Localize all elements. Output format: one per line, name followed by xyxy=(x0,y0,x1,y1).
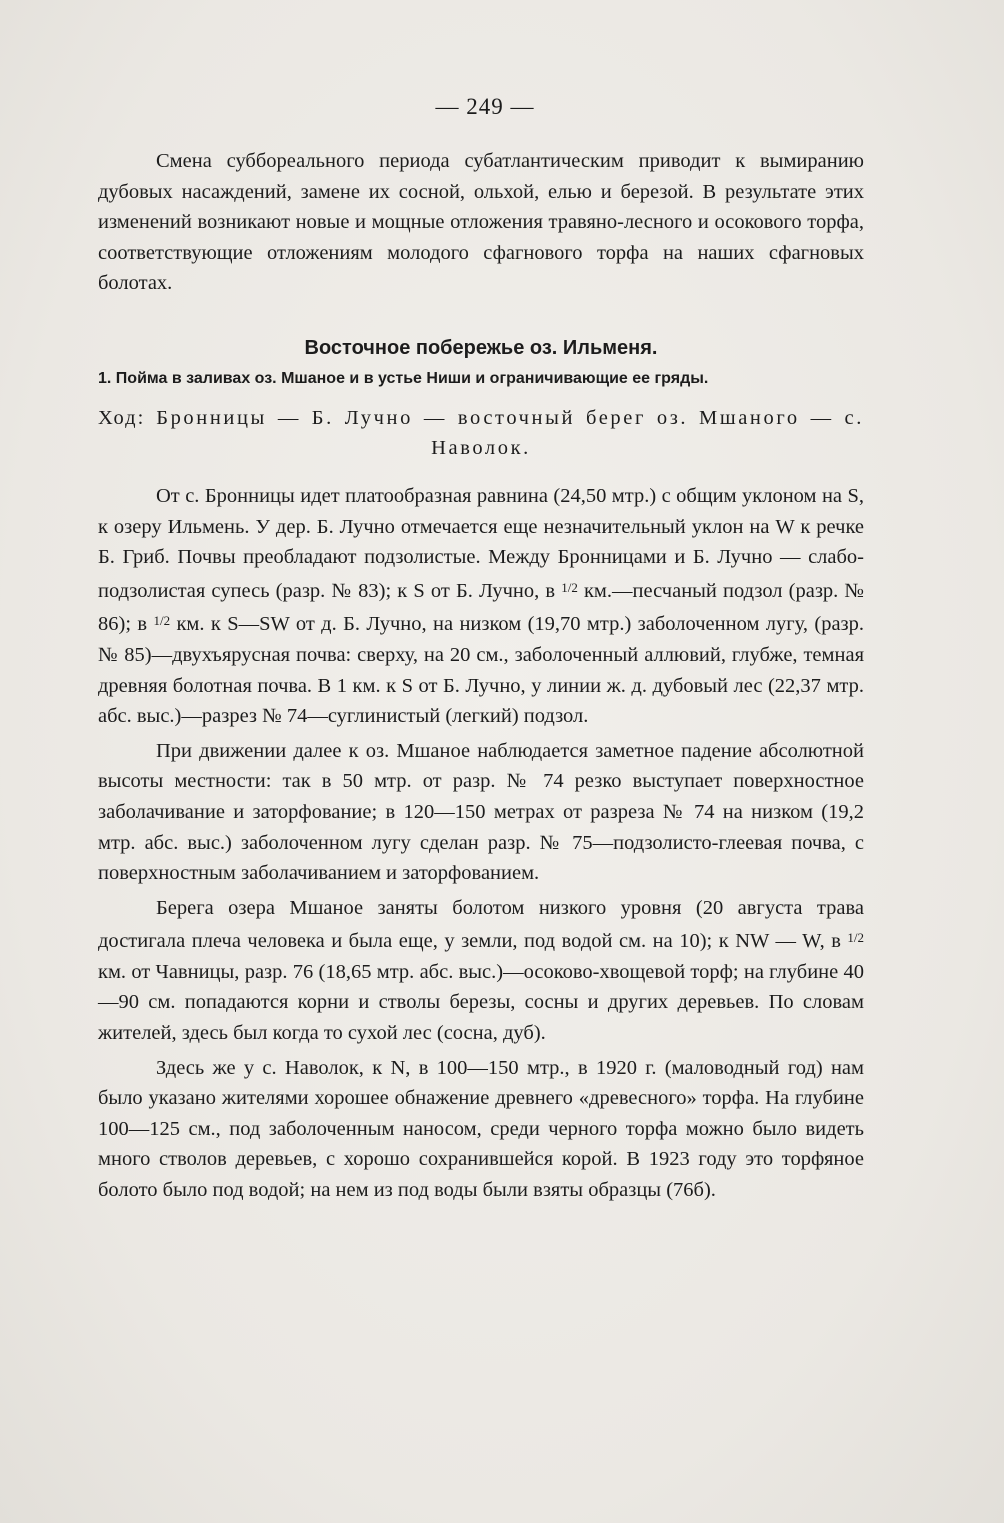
subsection-title: 1. Пойма в заливах оз. Мшаное и в устье Ниши и ограничивающие ее гряды. xyxy=(98,369,709,387)
intro-paragraph: Смена суббореального периода субатлантическим приводит к вымиранию дубовых насаждений, замене их сосной, ольхой, елью и березой. В результате этих изменений возникают новые и мощные отложения травяно-лесного и осокового торфа, соответствующие отложениям молодого сфагнового торфа на наших сфагновых болотах. xyxy=(98,150,864,295)
paragraph-text: Здесь же у с. Наволок, к N, в 100—150 мтр., в 1920 г. (маловодный год) нам было указано жителями хорошее обнажение древнего «древесного» торфа. На глубине 100—125 см., под заболоченным наносом, среди черного торфа можно было видеть много стволов деревьев, с хорошо сохранившейся корой. В 1923 году это торфяное болото было под водой; на нем из под воды были взяты образцы (76б). xyxy=(98,1056,864,1202)
page-body xyxy=(98,146,864,1210)
paragraph-mshanoe-shores xyxy=(98,893,864,1049)
page-number: — 249 — xyxy=(435,94,535,119)
fraction-half: 1/2 xyxy=(153,613,171,629)
route-text: Бронницы — Б. Лучно — восточный берег оз. Мшаного — с. Наволок. xyxy=(156,406,864,459)
paragraph-text: При движении далее к оз. Мшаное наблюдается заметное падение абсолютной высоты местности: так в 50 мтр. от разр. № 74 резко выступает поверхностное заболачивание и заторфование; в 120—150 метрах от разреза № 74 на низком (19,2 мтр. абс. выс.) заболоченном лугу сделан разр. № 75—подзолисто-глеевая почва, с поверхностным заболачиванием и заторфованием. xyxy=(98,739,864,885)
paragraph-text: км. от Чавницы, разр. 76 (18,65 мтр. абс. выс.)—осоково-хвощевой торф; на глубине 40—90 см. попадаются корни и стволы березы, сосны и других деревьев. По словам жителей, здесь был когда то сухой лес (сосна, дуб). xyxy=(98,960,864,1045)
paragraph-text: Берега озера Мшаное заняты болотом низкого уровня (20 августа трава достигала плеча человека и была еще, у земли, под водой см. на 10); к NW — W, в xyxy=(98,896,864,953)
route-label: Ход: xyxy=(98,406,146,429)
fraction-half: 1/2 xyxy=(561,579,578,595)
fraction-half: 1/2 xyxy=(847,930,864,946)
paragraph-text: км. к S—SW от д. Б. Лучно, на низком (19,70 мтр.) заболоченном лугу, (разр. № 85)—двухъярусная почва: сверху, на 20 см., заболоченный аллювий, глубже, темная древняя болотная почва. В 1 км. к S от Б. Лучно, у линии ж. д. дубовый лес (22,37 мтр. абс. выс.)—разрез № 74—суглинистый (легкий) подзол. xyxy=(98,613,865,728)
paragraph-mshanoe-descent xyxy=(98,736,864,889)
paragraph-text: км.—песчаный подзол (разр. № 86); в xyxy=(98,579,864,636)
paragraph-navolok xyxy=(98,1053,864,1206)
section-title: Восточное побережье оз. Ильменя. xyxy=(304,336,658,359)
route-line xyxy=(98,403,864,463)
paragraph-text: От с. Бронницы идет платообразная равнина (24,50 мтр.) с общим уклоном на S, к озеру Ильмень. У дер. Б. Лучно отмечается еще незначительный уклон на W к речке Б. Гриб. Почвы преобладают подзолистые. Между Бронницами и Б. Лучно — слабо-подзолистая супесь (разр. № 83); к S от Б. Лучно, в xyxy=(98,484,864,602)
paragraph-bronnitsy xyxy=(98,481,864,732)
